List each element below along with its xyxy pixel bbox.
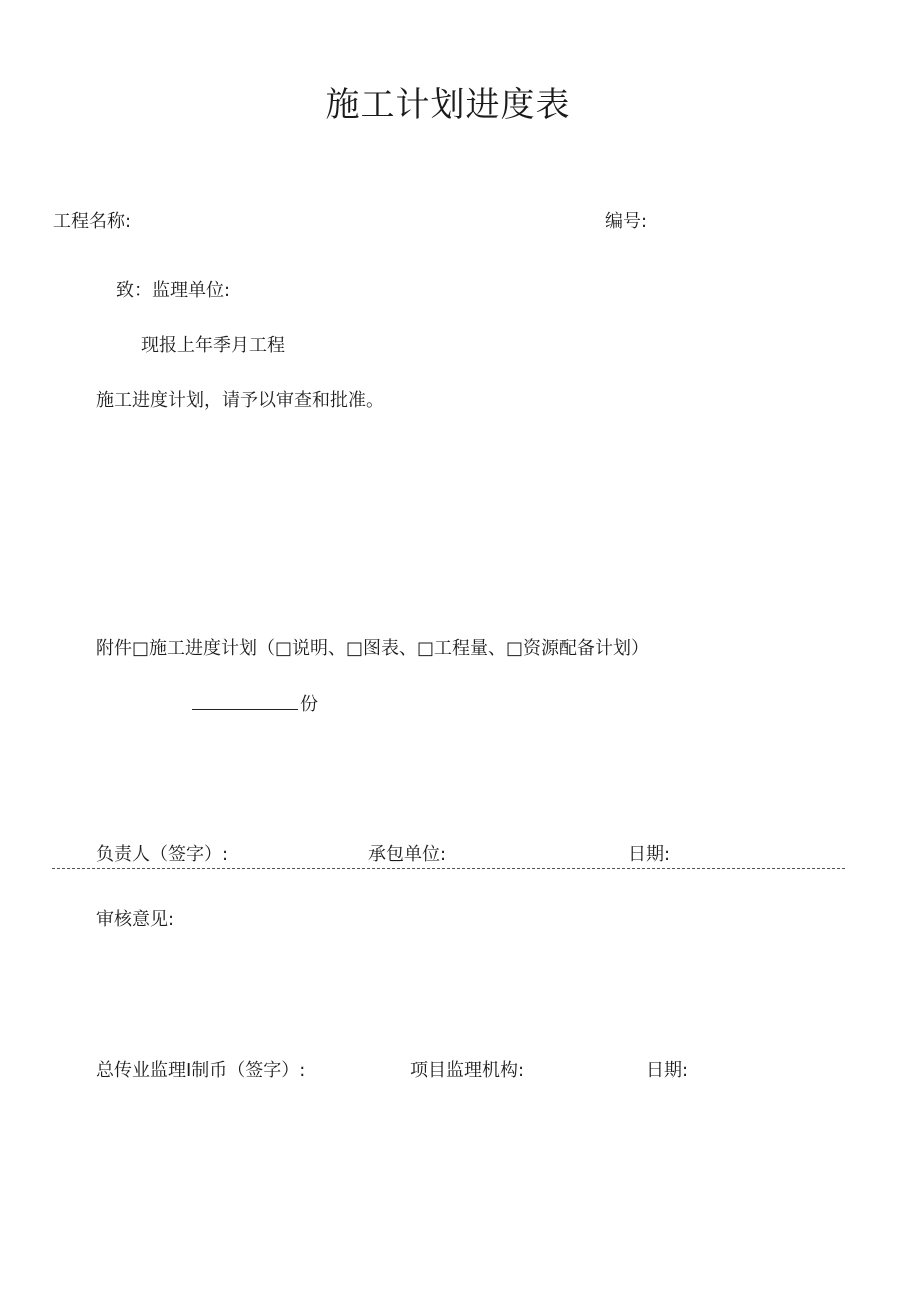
document-title: 施工计划进度表	[325, 85, 571, 125]
supervisor-date-label: 日期:	[646, 1060, 689, 1081]
copies-line	[192, 695, 318, 714]
section-divider	[52, 868, 845, 869]
contractor-date-label: 日期:	[628, 844, 671, 865]
attachment-line: 附件□施工进度计划（□说明、□图表、□工程量、□资源配备计划）	[96, 638, 650, 659]
request-line: 施工进度计划，请予以审查和批准。	[96, 390, 384, 411]
copies-suffix: 份	[300, 694, 318, 715]
signer-label: 负责人（签字）:	[96, 844, 229, 865]
to-supervisor-line: 致：监理单位:	[116, 280, 231, 301]
review-opinion-label: 审核意见:	[96, 909, 175, 930]
copies-blank	[192, 695, 298, 710]
project-name-label: 工程名称:	[53, 211, 132, 232]
report-line: 现报上年季月工程	[141, 335, 285, 356]
supervision-agency-label: 项目监理机构:	[410, 1060, 525, 1081]
document-number-label: 编号:	[605, 211, 648, 232]
contractor-label: 承包单位:	[368, 844, 447, 865]
chief-engineer-label: 总传业监理Ⅰ制币（签字）:	[96, 1060, 306, 1081]
